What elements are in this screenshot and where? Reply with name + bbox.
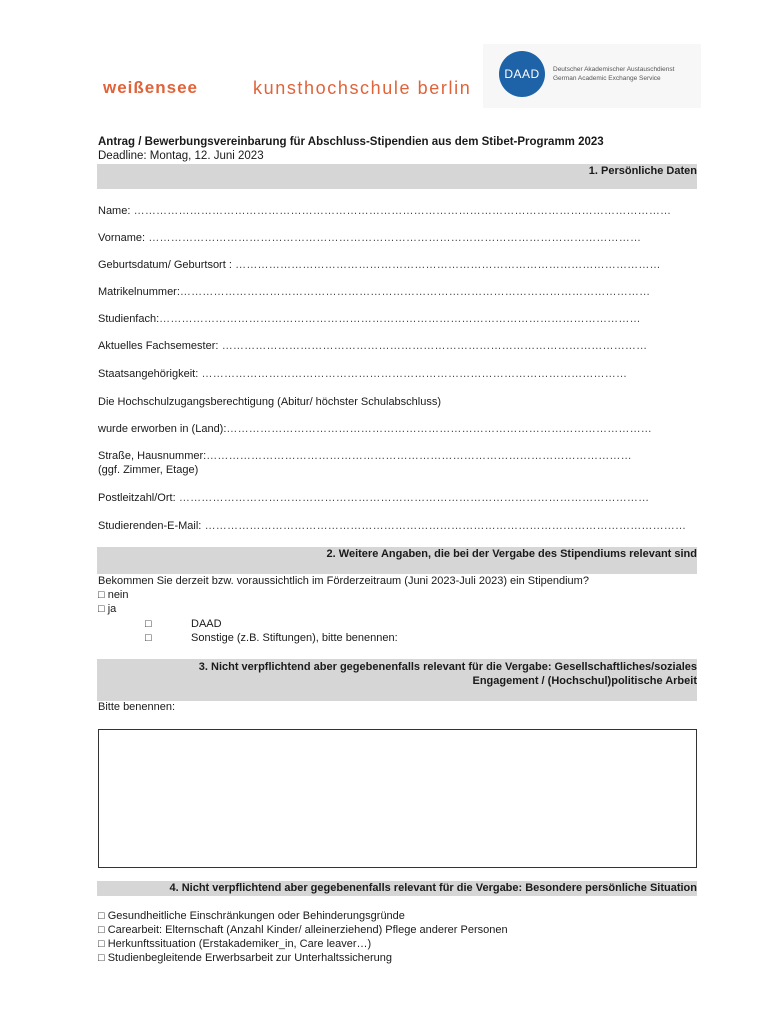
checkbox-daad[interactable]: □ xyxy=(145,618,152,630)
weissensee-logo: weißensee xyxy=(103,78,198,97)
matrikel-field[interactable]: Matrikelnummer:……………………………………………………………………………………………………………… xyxy=(98,286,651,298)
section4-heading: 4. Nicht verpflichtend aber gegebenenfalls relevant für die Vergabe: Besondere persönliche Situation xyxy=(169,882,697,894)
fachsemester-field[interactable]: Aktuelles Fachsemester: …………………………………………………………………………………………………… xyxy=(98,340,648,352)
section3-heading-line1: 3. Nicht verpflichtend aber gegebenenfalls relevant für die Vergabe: Gesellschaftliches/soziales xyxy=(198,661,697,673)
plz-label: Postleitzahl/Ort: xyxy=(98,492,176,504)
checkbox-gesundheit[interactable]: □ Gesundheitliche Einschränkungen oder Behinderungsgründe xyxy=(98,910,405,922)
strasse-field[interactable]: Straße, Hausnummer:…………………………………………………………………………………………………… xyxy=(98,450,632,462)
bitte-benennen-label: Bitte benennen: xyxy=(98,701,176,713)
studienfach-label: Studienfach: xyxy=(98,313,160,325)
document-title: Antrag / Bewerbungsvereinbarung für Abschluss-Stipendien aus dem Stibet-Programm 2023 xyxy=(98,136,604,148)
matrikel-label: Matrikelnummer: xyxy=(98,286,180,298)
geburt-field[interactable]: Geburtsdatum/ Geburtsort : …………………………………………………………………………………………………… xyxy=(98,259,661,271)
engagement-textbox[interactable] xyxy=(98,729,697,868)
daad-name-en: German Academic Exchange Service xyxy=(553,75,661,82)
email-label: Studierenden-E-Mail: xyxy=(98,520,202,532)
studienfach-field[interactable]: Studienfach:………………………………………………………………………………………………………………… xyxy=(98,313,641,325)
checkbox-ja[interactable]: □ ja xyxy=(98,603,117,615)
staat-label: Staatsangehörigkeit: xyxy=(98,368,199,380)
email-field[interactable]: Studierenden-E-Mail: ………………………………………………………………………………………………………………… xyxy=(98,520,687,532)
kunsthochschule-logo: kunsthochschule berlin xyxy=(253,78,472,98)
section3-heading-line2: Engagement / (Hochschul)politische Arbeit xyxy=(472,675,697,687)
checkbox-carearbeit[interactable]: □ Carearbeit: Elternschaft (Anzahl Kinder/ alleinerziehend) Pflege anderer Personen xyxy=(98,924,508,936)
strasse-label: Straße, Hausnummer: xyxy=(98,450,207,462)
section1-heading: 1. Persönliche Daten xyxy=(588,165,697,177)
land-field[interactable]: wurde erworben in (Land):…………………………………………………………………………………………………… xyxy=(98,423,653,435)
section3-header xyxy=(97,659,697,701)
checkbox-erwerbsarbeit[interactable]: □ Studienbegleitende Erwerbsarbeit zur Unterhaltssicherung xyxy=(98,952,393,964)
name-label: Name: xyxy=(98,205,131,217)
fachsemester-label: Aktuelles Fachsemester: xyxy=(98,340,219,352)
option-sonstige-label: Sonstige (z.B. Stiftungen), bitte benennen: xyxy=(191,632,398,644)
geburt-label: Geburtsdatum/ Geburtsort : xyxy=(98,259,232,271)
vorname-field[interactable]: Vorname: …………………………………………………………………………………………………………………… xyxy=(98,232,642,244)
stipendium-question: Bekommen Sie derzeit bzw. voraussichtlich im Förderzeitraum (Juni 2023-Juli 2023) ein Stipendium? xyxy=(98,575,589,587)
section1-header xyxy=(97,164,697,189)
option-daad-label: DAAD xyxy=(191,618,222,630)
checkbox-herkunft[interactable]: □ Herkunftssituation (Erstakademiker_in, Care leaver…) xyxy=(98,938,372,950)
daad-name-de: Deutscher Akademischer Austauschdienst xyxy=(553,66,675,73)
land-label: wurde erworben in (Land): xyxy=(98,423,227,435)
staat-field[interactable]: Staatsangehörigkeit: …………………………………………………………………………………………………… xyxy=(98,368,628,380)
daad-logo: DAAD xyxy=(499,51,545,97)
section2-header xyxy=(97,547,697,574)
strasse-note: (ggf. Zimmer, Etage) xyxy=(98,464,199,476)
deadline: Deadline: Montag, 12. Juni 2023 xyxy=(98,150,264,162)
vorname-label: Vorname: xyxy=(98,232,146,244)
section2-heading: 2. Weitere Angaben, die bei der Vergabe des Stipendiums relevant sind xyxy=(326,548,697,560)
checkbox-nein[interactable]: □ nein xyxy=(98,589,129,601)
name-field[interactable]: Name: ……………………………………………………………………………………………………………………………… xyxy=(98,205,672,217)
hzb-text: Die Hochschulzugangsberechtigung (Abitur/ höchster Schulabschluss) xyxy=(98,396,442,408)
plz-field[interactable]: Postleitzahl/Ort: ……………………………………………………………………………………………………………… xyxy=(98,492,650,504)
section4-header xyxy=(97,881,697,896)
checkbox-sonstige[interactable]: □ xyxy=(145,632,152,644)
